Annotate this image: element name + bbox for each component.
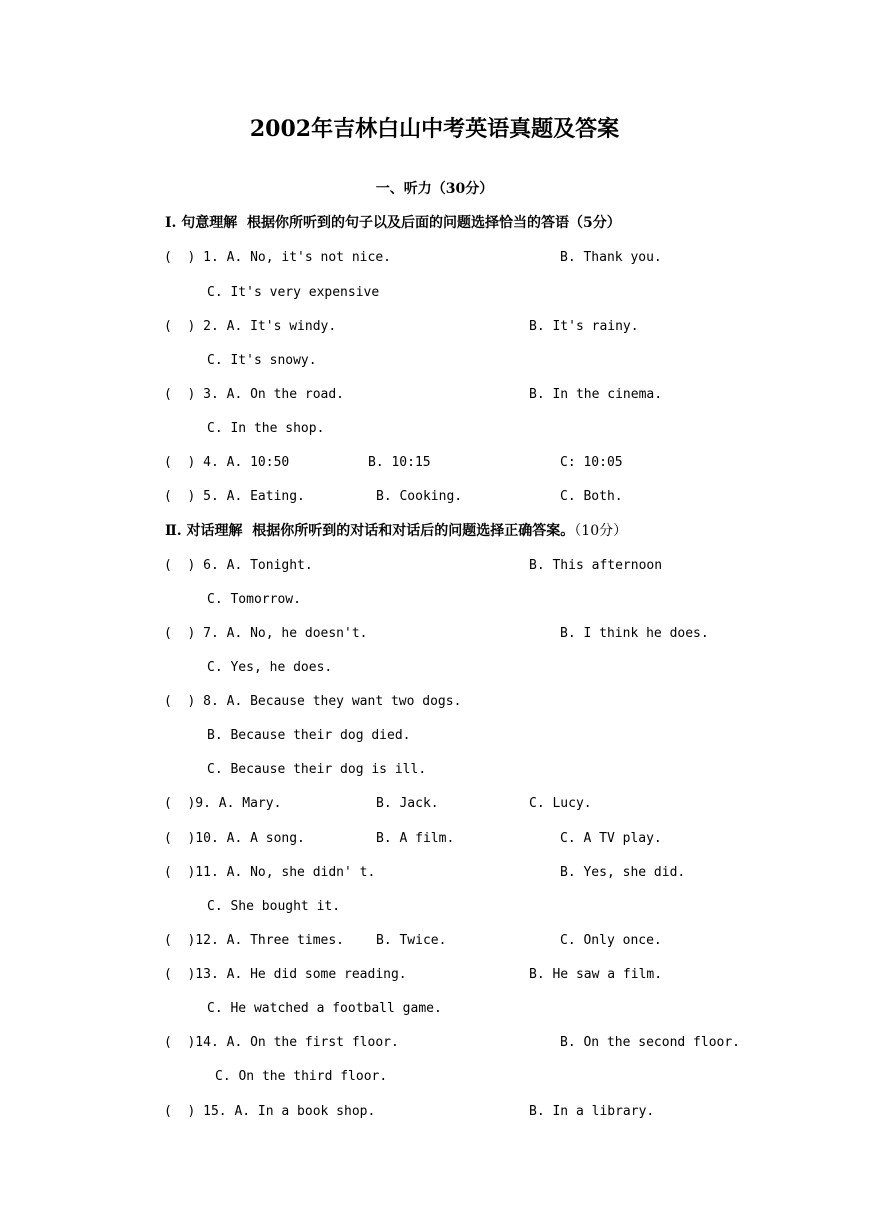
question-14-option-c: C. On the third floor. <box>215 1069 388 1084</box>
question-13-option-b: B. He saw a film. <box>529 967 663 982</box>
question-9-option-b: B. Jack. <box>376 796 439 811</box>
question-7-option-b: B. I think he does. <box>560 626 709 641</box>
question-10-option-b: B. A film. <box>376 831 455 846</box>
question-2-option-a: ( ) 2. A. It's windy. <box>164 319 337 334</box>
part-heading-2-text: Ⅱ. 对话理解 根据你所听到的对话和对话后的问题选择正确答案。 <box>165 523 575 539</box>
question-12-option-b: B. Twice. <box>376 933 447 948</box>
question-11-option-b: B. Yes, she did. <box>560 865 686 880</box>
question-14-option-a: ( )14. A. On the first floor. <box>164 1035 399 1050</box>
question-4-option-c: C: 10:05 <box>560 455 623 470</box>
question-8-option-b: B. Because their dog died. <box>207 728 411 743</box>
question-5-option-c: C. Both. <box>560 489 623 504</box>
question-2-option-b: B. It's rainy. <box>529 319 639 334</box>
question-10-option-a: ( )10. A. A song. <box>164 831 305 846</box>
question-4-option-b: B. 10:15 <box>368 455 431 470</box>
question-6-option-c: C. Tomorrow. <box>207 592 301 607</box>
question-11-option-a: ( )11. A. No, she didn' t. <box>164 865 376 880</box>
question-6-option-b: B. This afternoon <box>529 558 663 573</box>
question-11-option-c: C. She bought it. <box>207 899 341 914</box>
question-10-option-c: C. A TV play. <box>560 831 662 846</box>
question-3-option-a: ( ) 3. A. On the road. <box>164 387 345 402</box>
question-9-option-a: ( )9. A. Mary. <box>164 796 282 811</box>
part-heading-2-score: （10分） <box>574 523 628 539</box>
question-6-option-a: ( ) 6. A. Tonight. <box>164 558 313 573</box>
question-15-option-b: B. In a library. <box>529 1104 655 1119</box>
question-3-option-c: C. In the shop. <box>207 421 325 436</box>
question-3-option-b: B. In the cinema. <box>529 387 663 402</box>
question-13-option-a: ( )13. A. He did some reading. <box>164 967 407 982</box>
part-heading-2 <box>165 524 627 538</box>
question-15-option-a: ( ) 15. A. In a book shop. <box>164 1104 376 1119</box>
question-5-option-b: B. Cooking. <box>376 489 463 504</box>
question-8-option-a: ( ) 8. A. Because they want two dogs. <box>164 694 462 709</box>
question-14-option-b: B. On the second floor. <box>560 1035 741 1050</box>
question-5-option-a: ( ) 5. A. Eating. <box>164 489 305 504</box>
question-9-option-c: C. Lucy. <box>529 796 592 811</box>
question-12-option-c: C. Only once. <box>560 933 662 948</box>
question-8-option-c: C. Because their dog is ill. <box>207 762 427 777</box>
question-13-option-c: C. He watched a football game. <box>207 1001 442 1016</box>
question-1-option-b: B. Thank you. <box>560 250 662 265</box>
question-1-option-c: C. It's very expensive <box>207 285 380 300</box>
section-heading-listening: 一、听力（30分） <box>375 181 494 197</box>
question-7-option-c: C. Yes, he does. <box>207 660 333 675</box>
question-12-option-a: ( )12. A. Three times. <box>164 933 345 948</box>
part-heading-1: Ⅰ. 句意理解 根据你所听到的句子以及后面的问题选择恰当的答语（5分） <box>165 215 621 231</box>
document-title: 2002年吉林白山中考英语真题及答案 <box>249 116 620 142</box>
question-4-option-a: ( ) 4. A. 10:50 <box>164 455 290 470</box>
question-2-option-c: C. It's snowy. <box>207 353 317 368</box>
question-1-option-a: ( ) 1. A. No, it's not nice. <box>164 250 391 265</box>
question-7-option-a: ( ) 7. A. No, he doesn't. <box>164 626 368 641</box>
